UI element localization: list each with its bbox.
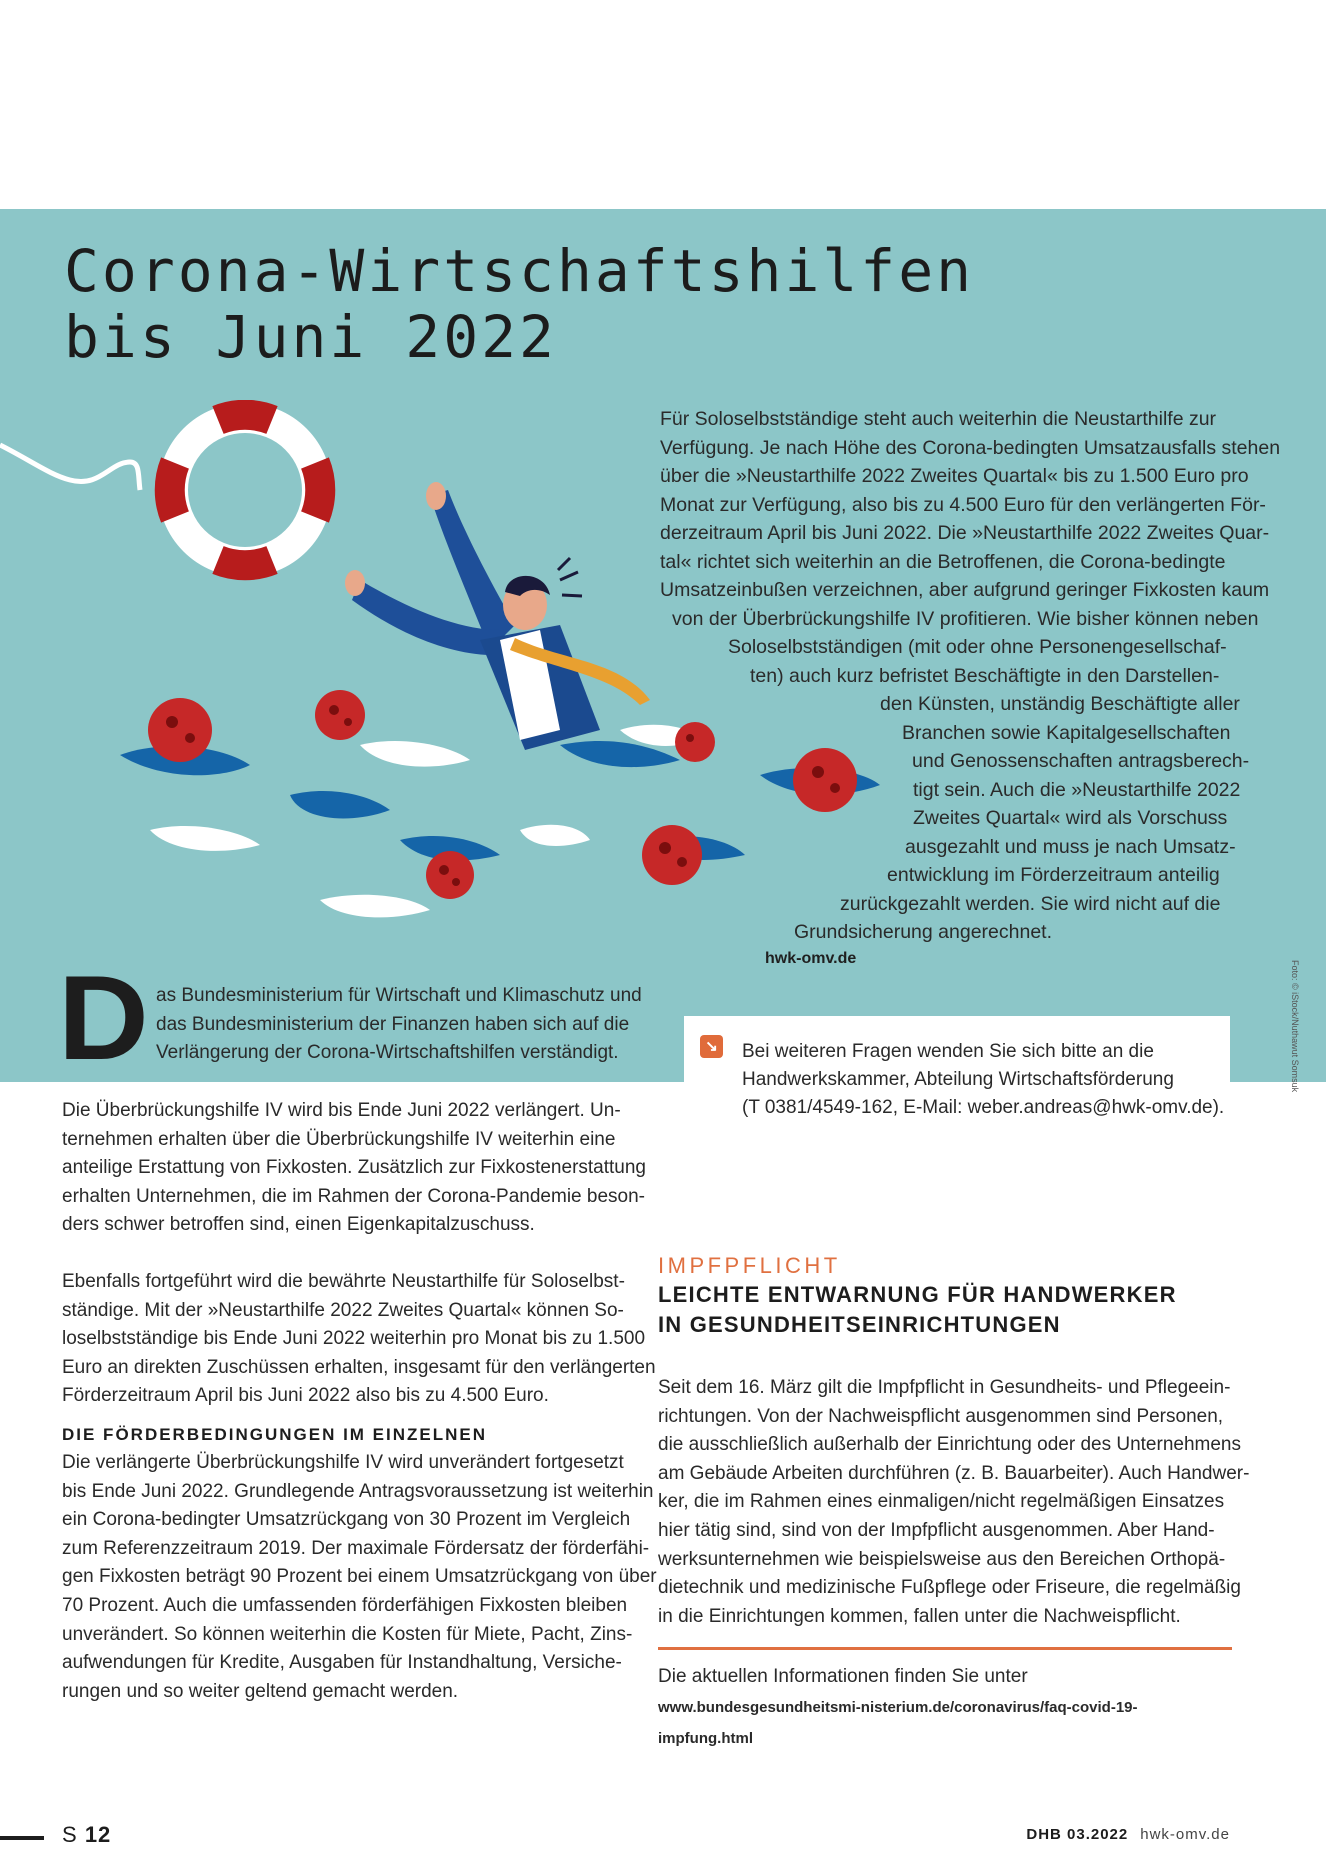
- paragraph-line: 70 Prozent. Auch die umfassenden förderfähigen Fixkosten bleiben: [62, 1594, 628, 1616]
- paragraph-line: Seit dem 16. März gilt die Impfpflicht in Gesundheits- und Pflegeein-: [658, 1377, 1231, 1398]
- paragraph-line: Die Überbrückungshilfe IV wird bis Ende Juni 2022 verlängert. Un-: [62, 1100, 621, 1121]
- footer-rule: [0, 1836, 44, 1840]
- paragraph-gap: [62, 1240, 637, 1268]
- text-line: über die »Neustarthilfe 2022 Zweites Quartal« bis zu 1.500 Euro pro: [660, 465, 1249, 487]
- paragraph-line: erhalten Unternehmen, die im Rahmen der Corona-Pandemie beson-: [62, 1185, 645, 1207]
- right-column: [658, 1252, 1250, 1754]
- dropcap: D: [57, 951, 149, 1085]
- drowning-businessman: [345, 482, 650, 750]
- issue-label: DHB 03.2022: [1026, 1826, 1129, 1843]
- contact-line: (T 0381/4549-162, E-Mail: weber.andreas@hwk-omv.de).: [742, 1097, 1225, 1118]
- headline-line-1: LEICHTE ENTWARNUNG FÜR HANDWERKER: [658, 1282, 1177, 1307]
- paragraph-line: werksunternehmen wie beispielsweise aus den Bereichen Orthopä-: [658, 1548, 1226, 1570]
- neustarthilfe-text: [650, 405, 1281, 947]
- headline-line-2: IN GESUNDHEITSEINRICHTUNGEN: [658, 1312, 1061, 1337]
- paragraph-line: gen Fixkosten beträgt 90 Prozent bei einem Umsatzrückgang von über: [62, 1566, 657, 1588]
- page-number: [62, 1822, 111, 1848]
- paragraph-line: anteilige Erstattung von Fixkosten. Zusätzlich zur Fixkostenerstattung: [62, 1157, 646, 1179]
- paragraph-line: loselbstständige bis Ende Juni 2022 weiterhin pro Monat bis zu 1.500: [62, 1328, 646, 1350]
- page-title: [64, 238, 974, 370]
- paragraph-line: ständige. Mit der »Neustarthilfe 2022 Zweites Quartal« können So-: [62, 1299, 624, 1321]
- text-line: Grundsicherung angerechnet.: [794, 921, 1053, 943]
- text-line: Soloselbstständigen (mit oder ohne Personengesellschaf-: [728, 636, 1227, 658]
- text-line: von der Überbrückungshilfe IV profitieren. Wie bisher können neben: [672, 607, 1259, 630]
- text-line: ausgezahlt und muss je nach Umsatz-: [905, 835, 1236, 858]
- paragraph-line: ders schwer betroffen sind, einen Eigenkapitalzuschuss.: [62, 1214, 535, 1236]
- text-line: ten) auch kurz befristet Beschäftigte in den Darstellen-: [750, 664, 1220, 687]
- paragraph-line: dietechnik und medizinische Fußpflege oder Friseure, die regelmäßig: [658, 1577, 1241, 1599]
- paragraph-line: rungen und so weiter geltend gemacht werden.: [62, 1680, 459, 1702]
- text-line: Verfügung. Je nach Höhe des Corona-bedingten Umsatzausfalls stehen: [660, 436, 1281, 459]
- article-kicker: IMPFPFLICHT: [658, 1253, 841, 1278]
- intro-text: [156, 982, 641, 1068]
- left-column: [62, 1097, 657, 1706]
- intro-line: as Bundesministerium für Wirtschaft und Klimaschutz und: [156, 985, 642, 1006]
- paragraph-line: Euro an direkten Zuschüssen erhalten, insgesamt für den verlängerten: [62, 1356, 656, 1378]
- paragraph-line: die ausschließlich außerhalb der Einrichtung oder des Unternehmens: [658, 1434, 1241, 1456]
- paragraph-line: ternehmen erhalten über die Überbrückungshilfe IV weiterhin eine: [62, 1128, 616, 1150]
- text-line: Für Soloselbstständige steht auch weiterhin die Neustarthilfe zur: [660, 408, 1217, 430]
- footer-site[interactable]: hwk-omv.de: [1140, 1826, 1230, 1843]
- text-line: Branchen sowie Kapitalgesellschaften: [902, 721, 1231, 744]
- page-number-value: 12: [84, 1822, 112, 1847]
- paragraph-line: aufwendungen für Kredite, Ausgaben für Instandhaltung, Versiche-: [62, 1652, 622, 1674]
- more-info-link[interactable]: www.bundesgesundheitsmi-nisterium.de/coronavirus/faq-covid-19-impfung.html: [658, 1699, 1138, 1748]
- text-line: und Genossenschaften antragsberech-: [912, 750, 1250, 772]
- paragraph-line: unverändert. So können weiterhin die Kosten für Miete, Pacht, Zins-: [62, 1623, 633, 1645]
- text-line: Monat zur Verfügung, also bis zu 4.500 Euro für den verlängerten För-: [660, 493, 1266, 516]
- rope: [0, 445, 140, 490]
- article-body: [658, 1374, 1250, 1631]
- intro-line: Verlängerung der Corona-Wirtschaftshilfen verständigt.: [156, 1042, 619, 1063]
- text-line: tal« richtet sich weiterhin an die Betroffenen, die Corona-bedingte: [660, 550, 1226, 573]
- text-line: den Künsten, unständig Beschäftigte aller: [880, 693, 1240, 715]
- paragraph-line: richtungen. Von der Nachweispflicht ausgenommen sind Personen,: [658, 1405, 1224, 1427]
- paragraph-line: Die verlängerte Überbrückungshilfe IV wird unverändert fortgesetzt: [62, 1451, 624, 1473]
- contact-infobox: [684, 1016, 1230, 1126]
- contact-text: [742, 1038, 1232, 1122]
- article-headline: [658, 1280, 1232, 1340]
- photo-credit: Foto: © iStock/Nuthawut Somsuk: [1290, 960, 1300, 1093]
- paragraph-line: am Gebäude Arbeiten durchführen (z. B. Bauarbeiter). Auch Handwer-: [658, 1462, 1250, 1484]
- intro-line: das Bundesministerium der Finanzen haben sich auf die: [156, 1013, 630, 1035]
- more-info: [658, 1662, 1232, 1754]
- paragraph-line: Ebenfalls fortgeführt wird die bewährte Neustarthilfe für Soloselbst-: [62, 1270, 625, 1292]
- text-line: Zweites Quartal« wird als Vorschuss: [913, 807, 1228, 829]
- lifebuoy-icon: [170, 415, 321, 566]
- paragraph-line: Förderzeitraum April bis Juni 2022 also bis zu 4.500 Euro.: [62, 1385, 549, 1407]
- page-prefix: S: [62, 1822, 78, 1847]
- contact-line: Handwerkskammer, Abteilung Wirtschaftsförderung: [742, 1069, 1174, 1090]
- text-line: derzeitraum April bis Juni 2022. Die »Neustarthilfe 2022 Zweites Quar-: [660, 522, 1270, 544]
- title-line-1: Corona-Wirtschaftshilfen: [64, 237, 975, 305]
- footer-info: [1026, 1826, 1230, 1843]
- paragraph-line: ein Corona-bedingter Umsatzrückgang von 30 Prozent im Vergleich: [62, 1509, 631, 1531]
- paragraph-line: zum Referenzzeitraum 2019. Der maximale Fördersatz der förderfähi-: [62, 1537, 650, 1559]
- paragraph-line: bis Ende Juni 2022. Grundlegende Antragsvoraussetzung ist weiterhin: [62, 1480, 654, 1502]
- paragraph-line: ker, die im Rahmen eines einmaligen/nicht regelmäßigen Einsatzes: [658, 1491, 1225, 1513]
- source-link[interactable]: hwk-omv.de: [765, 950, 857, 967]
- divider: [658, 1647, 1232, 1650]
- more-info-prefix: Die aktuellen Informationen finden Sie unter: [658, 1666, 1028, 1688]
- text-line: Umsatzeinbußen verzeichnen, aber aufgrund geringer Fixkosten kaum: [660, 579, 1270, 601]
- text-line: zurückgezahlt werden. Sie wird nicht auf die: [840, 892, 1221, 915]
- paragraph-line: hier tätig sind, sind von der Impfpflicht ausgenommen. Aber Hand-: [658, 1519, 1215, 1541]
- title-line-2: bis Juni 2022: [64, 303, 557, 371]
- arrow-icon: ↘: [700, 1035, 723, 1058]
- section-subheading: DIE FÖRDERBEDINGUNGEN IM EINZELNEN: [62, 1424, 488, 1444]
- contact-line: Bei weiteren Fragen wenden Sie sich bitte an die: [742, 1041, 1154, 1062]
- text-line: tigt sein. Auch die »Neustarthilfe 2022: [913, 778, 1241, 801]
- paragraph-line: in die Einrichtungen kommen, fallen unter die Nachweispflicht.: [658, 1605, 1181, 1627]
- text-line: entwicklung im Förderzeitraum anteilig: [887, 864, 1220, 886]
